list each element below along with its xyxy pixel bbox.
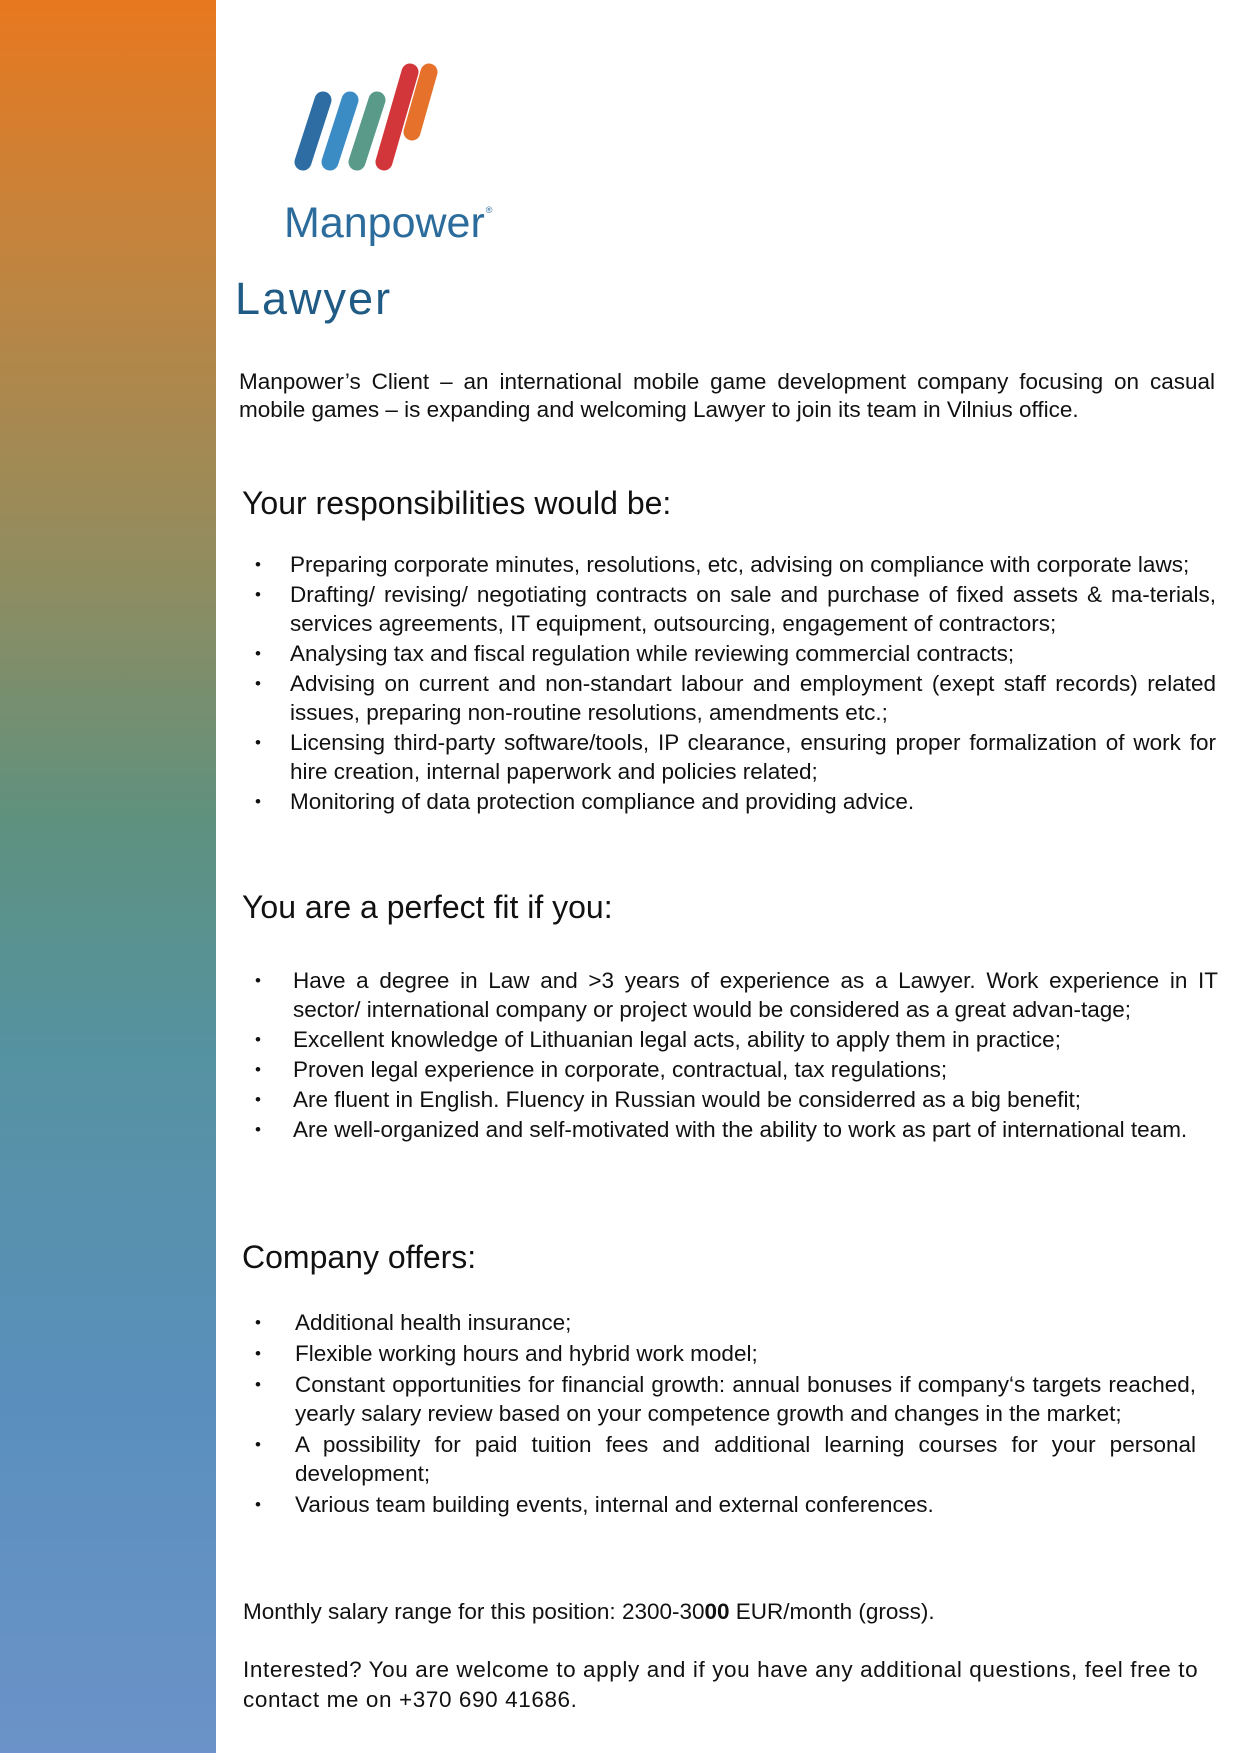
bullet-icon: • <box>255 674 261 693</box>
stripe-light-blue <box>330 100 350 162</box>
stripe-teal <box>357 100 377 162</box>
offers-list <box>255 1308 1196 1521</box>
salary-line <box>243 1598 935 1626</box>
bullet-icon: • <box>255 1030 261 1049</box>
list-item: • Advising on current and non-standart labour and employment (exept staff records) related issues, preparing non-routine resolutions, amendments etc.; <box>255 671 1216 725</box>
bullet-icon: • <box>255 1375 261 1394</box>
bullet-icon: • <box>255 1495 261 1514</box>
responsibilities-list <box>255 550 1216 817</box>
offers-heading: Company offers: <box>242 1239 477 1275</box>
salary-label: Monthly salary range for this position: <box>243 1599 622 1624</box>
bullet-icon: • <box>255 971 261 990</box>
list-item: • A possibility for paid tuition fees and additional learning courses for your personal development; <box>255 1432 1196 1486</box>
list-item: • Various team building events, internal and external conferences. <box>255 1492 934 1517</box>
list-item: • Additional health insurance; <box>255 1310 572 1335</box>
intro-paragraph: Manpower’s Client – an international mobile game development company focusing on casual mobile games – is expanding and welcoming Lawyer to join its team in Vilnius office. <box>239 369 1215 422</box>
contact-paragraph: Interested? You are welcome to apply and if you have any additional questions, feel free to contact me on +370 690 41686. <box>243 1657 1199 1712</box>
manpower-stripes-icon <box>282 58 512 188</box>
list-item: • Monitoring of data protection compliance and providing advice. <box>255 789 915 814</box>
list-item: • Licensing third-party software/tools, IP clearance, ensuring proper formalization of work for hire creation, internal paperwork and policies related; <box>255 730 1216 784</box>
gradient-sidebar <box>0 0 216 1753</box>
salary-unit: EUR/month (gross). <box>729 1599 935 1624</box>
list-item: • Drafting/ revising/ negotiating contracts on sale and purchase of fixed assets & ma-terials, services agreements, IT equipment, outsourcing, engagement of contractors; <box>255 582 1216 636</box>
fit-heading: You are a perfect fit if you: <box>242 889 613 925</box>
bullet-icon: • <box>255 555 261 574</box>
list-item: • Analysing tax and fiscal regulation while reviewing commercial contracts; <box>255 641 1015 666</box>
list-item: • Preparing corporate minutes, resolutions, etc, advising on compliance with corporate laws; <box>255 552 1190 577</box>
list-item: • Proven legal experience in corporate, contractual, tax regulations; <box>255 1057 948 1082</box>
brand-name: Manpower® <box>284 199 493 247</box>
bullet-icon: • <box>255 585 261 604</box>
salary-range-bold: 00 <box>704 1599 730 1624</box>
stripe-dark-blue <box>303 100 323 162</box>
list-item: • Are fluent in English. Fluency in Russian would be considerred as a big benefit; <box>255 1087 1081 1112</box>
bullet-icon: • <box>255 1313 261 1332</box>
bullet-icon: • <box>255 1344 261 1363</box>
bullet-icon: • <box>255 1090 261 1109</box>
salary-range-start: 2300-30 <box>621 1599 705 1624</box>
list-item: • Excellent knowledge of Lithuanian legal acts, ability to apply them in practice; <box>255 1027 1061 1052</box>
bullet-icon: • <box>255 1435 261 1454</box>
fit-list <box>255 966 1218 1145</box>
list-item: • Constant opportunities for financial growth: annual bonuses if company‘s targets reached, yearly salary review based on your competence growth and changes in the market; <box>255 1372 1196 1426</box>
bullet-icon: • <box>255 1060 261 1079</box>
bullet-icon: • <box>255 644 261 663</box>
list-item: • Flexible working hours and hybrid work model; <box>255 1341 758 1366</box>
list-item: • Have a degree in Law and >3 years of experience as a Lawyer. Work experience in IT sector/ international company or project would be considered as a great advan-tage; <box>255 968 1218 1022</box>
bullet-icon: • <box>255 792 261 811</box>
responsibilities-heading: Your responsibilities would be: <box>242 485 672 521</box>
list-item: • Are well-organized and self-motivated with the ability to work as part of international team. <box>255 1117 1188 1142</box>
bullet-icon: • <box>255 733 261 752</box>
job-title: Lawyer <box>235 273 393 324</box>
bullet-icon: • <box>255 1120 261 1139</box>
stripe-red <box>384 72 410 162</box>
registered-mark: ® <box>485 205 493 215</box>
